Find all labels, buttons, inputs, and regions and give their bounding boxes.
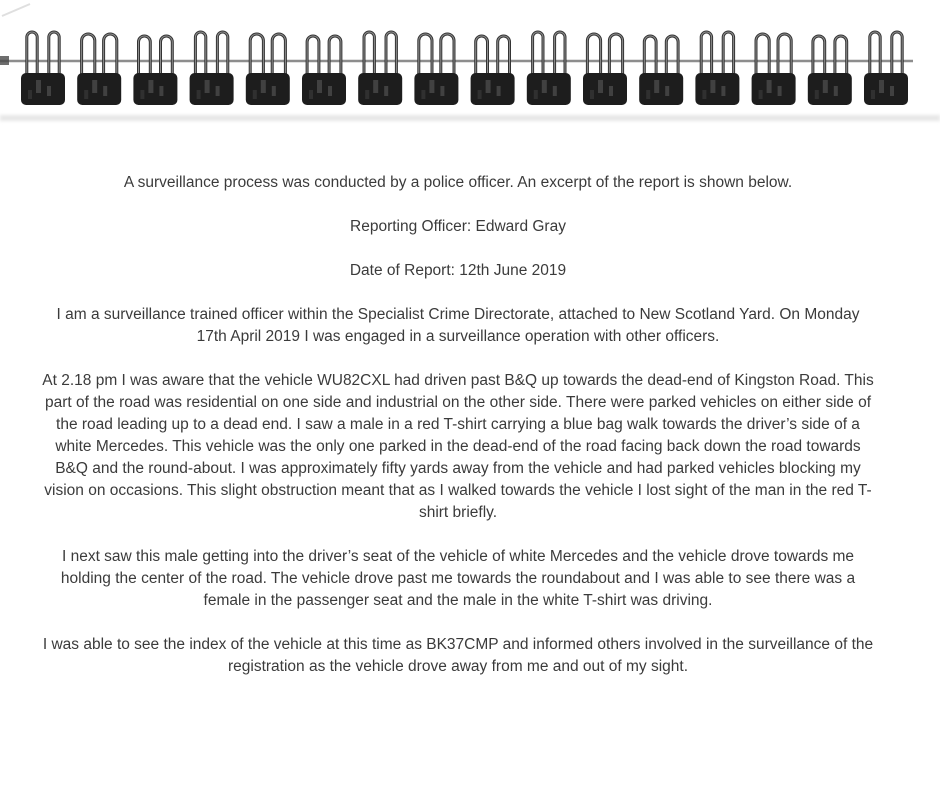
scan-artifact bbox=[2, 4, 30, 16]
binding-hole bbox=[133, 73, 177, 105]
binding-hole-speckle bbox=[542, 80, 547, 93]
binding-hole bbox=[302, 73, 346, 105]
binding-hole bbox=[639, 73, 683, 105]
binding-hole-speckle bbox=[598, 80, 603, 93]
binding-hole-speckle bbox=[823, 80, 828, 93]
binding-coil bbox=[695, 32, 739, 105]
binding-hole-speckle bbox=[28, 90, 32, 99]
binding-hole-speckle bbox=[140, 90, 144, 99]
binding-coil bbox=[527, 32, 571, 105]
binding-coil bbox=[246, 34, 290, 105]
binding-hole-speckle bbox=[440, 86, 444, 96]
report-content bbox=[41, 172, 875, 678]
binding-hole-speckle bbox=[767, 80, 772, 93]
binding-hole bbox=[21, 73, 65, 105]
binding-hole-speckle bbox=[92, 80, 97, 93]
report-paragraph-2: At 2.18 pm I was aware that the vehicle WU82CXL had driven past B&Q up towards the dead-end of Kingston Road. This part of the road was residential on one side and industrial on the other side. There were parked vehicles on either side of the road leading up to a dead end. I saw a male in a red T-shirt carrying a blue bag walk towards the driver’s side of a white Mercedes. This vehicle was the only one parked in the dead-end of the road facing back down the road towards B&Q and the round-about. I was approximately fifty yards away from the vehicle and had parked vehicles blocking my vision on occasions. This slight obstruction meant that as I walked towards the vehicle I lost sight of the man in the red T-shirt briefly. bbox=[42, 372, 874, 521]
binding-coil bbox=[471, 36, 515, 105]
binding-hole-speckle bbox=[328, 86, 332, 96]
binding-hole-speckle bbox=[778, 86, 782, 96]
binding-hole-speckle bbox=[710, 80, 715, 93]
binding-hole-speckle bbox=[103, 86, 107, 96]
binding-hole bbox=[583, 73, 627, 105]
binding-hole-speckle bbox=[590, 90, 594, 99]
binding-hole-speckle bbox=[534, 90, 538, 99]
binding-hole bbox=[190, 73, 234, 105]
binding-hole-speckle bbox=[159, 86, 163, 96]
binding-hole-speckle bbox=[84, 90, 88, 99]
binding-hole-speckle bbox=[486, 80, 491, 93]
binding-hole-speckle bbox=[646, 90, 650, 99]
binding-hole-speckle bbox=[702, 90, 706, 99]
binding-hole bbox=[752, 73, 796, 105]
binding-hole-speckle bbox=[478, 90, 482, 99]
binding-hole bbox=[527, 73, 571, 105]
binding-hole-speckle bbox=[871, 90, 875, 99]
binding-hole-speckle bbox=[421, 90, 425, 99]
binding-coil bbox=[639, 36, 683, 105]
binding-hole-speckle bbox=[261, 80, 266, 93]
binding-hole-speckle bbox=[384, 86, 388, 96]
binding-coil bbox=[808, 36, 852, 105]
binding-coil bbox=[302, 36, 346, 105]
binding-hole-speckle bbox=[890, 86, 894, 96]
binding-hole-speckle bbox=[553, 86, 557, 96]
binding-hole-speckle bbox=[879, 80, 884, 93]
binding-hole-speckle bbox=[197, 90, 201, 99]
rod-end-cap bbox=[0, 56, 9, 65]
binding-hole-speckle bbox=[373, 80, 378, 93]
binding-hole-speckle bbox=[47, 86, 51, 96]
binding-coil bbox=[414, 34, 458, 105]
spiral-binding-icon bbox=[0, 0, 940, 132]
binding-hole-speckle bbox=[429, 80, 434, 93]
binding-hole bbox=[246, 73, 290, 105]
date-of-report-line: Date of Report: 12th June 2019 bbox=[349, 262, 567, 279]
binding-hole-speckle bbox=[148, 80, 153, 93]
report-paragraph-4: I was able to see the index of the vehicle at this time as BK37CMP and informed others involved in the surveillance of the registration as the vehicle drove away from me and out of my sight. bbox=[42, 636, 874, 675]
binding-hole-speckle bbox=[317, 80, 322, 93]
binding-hole-speckle bbox=[497, 86, 501, 96]
report-paragraph-1: I am a surveillance trained officer within the Specialist Crime Directorate, attached to New Scotland Yard. On Monday 17th April 2019 I was engaged in a surveillance operation with other officers. bbox=[56, 306, 860, 345]
binding-coils bbox=[21, 32, 908, 105]
binding-hole-speckle bbox=[36, 80, 41, 93]
binding-coil bbox=[190, 32, 234, 105]
binding-hole-speckle bbox=[216, 86, 220, 96]
binding-coil bbox=[752, 34, 796, 105]
binding-hole-speckle bbox=[609, 86, 613, 96]
binding-hole bbox=[358, 73, 402, 105]
binding-coil bbox=[21, 32, 65, 105]
report-paragraph-3: I next saw this male getting into the driver’s seat of the vehicle of white Mercedes and the vehicle drove towards me holding the center of the road. The vehicle drove past me towards the roundabout and I was able to see there was a female in the passenger seat and the male in the white T-shirt was driving. bbox=[60, 548, 856, 609]
binding-hole-speckle bbox=[205, 80, 210, 93]
reporting-officer-line: Reporting Officer: Edward Gray bbox=[350, 218, 566, 235]
binding-hole-speckle bbox=[721, 86, 725, 96]
binding-coil bbox=[583, 34, 627, 105]
binding-hole-speckle bbox=[815, 90, 819, 99]
paper-edge-shadow bbox=[0, 115, 940, 121]
binding-hole-speckle bbox=[365, 90, 369, 99]
binding-hole-speckle bbox=[834, 86, 838, 96]
binding-coil bbox=[133, 36, 177, 105]
binding-hole-speckle bbox=[309, 90, 313, 99]
binding-hole-speckle bbox=[272, 86, 276, 96]
intro-text: A surveillance process was conducted by a police officer. An excerpt of the report is shown below. bbox=[123, 174, 793, 191]
binding-hole bbox=[77, 73, 121, 105]
binding-hole-speckle bbox=[253, 90, 257, 99]
binding-hole bbox=[864, 73, 908, 105]
binding-coil bbox=[358, 32, 402, 105]
binding-hole-speckle bbox=[654, 80, 659, 93]
binding-hole bbox=[808, 73, 852, 105]
binding-hole-speckle bbox=[665, 86, 669, 96]
binding-hole-speckle bbox=[759, 90, 763, 99]
binding-hole bbox=[414, 73, 458, 105]
binding-hole bbox=[695, 73, 739, 105]
binding-hole bbox=[471, 73, 515, 105]
binding-coil bbox=[77, 34, 121, 105]
binding-coil bbox=[864, 32, 908, 105]
